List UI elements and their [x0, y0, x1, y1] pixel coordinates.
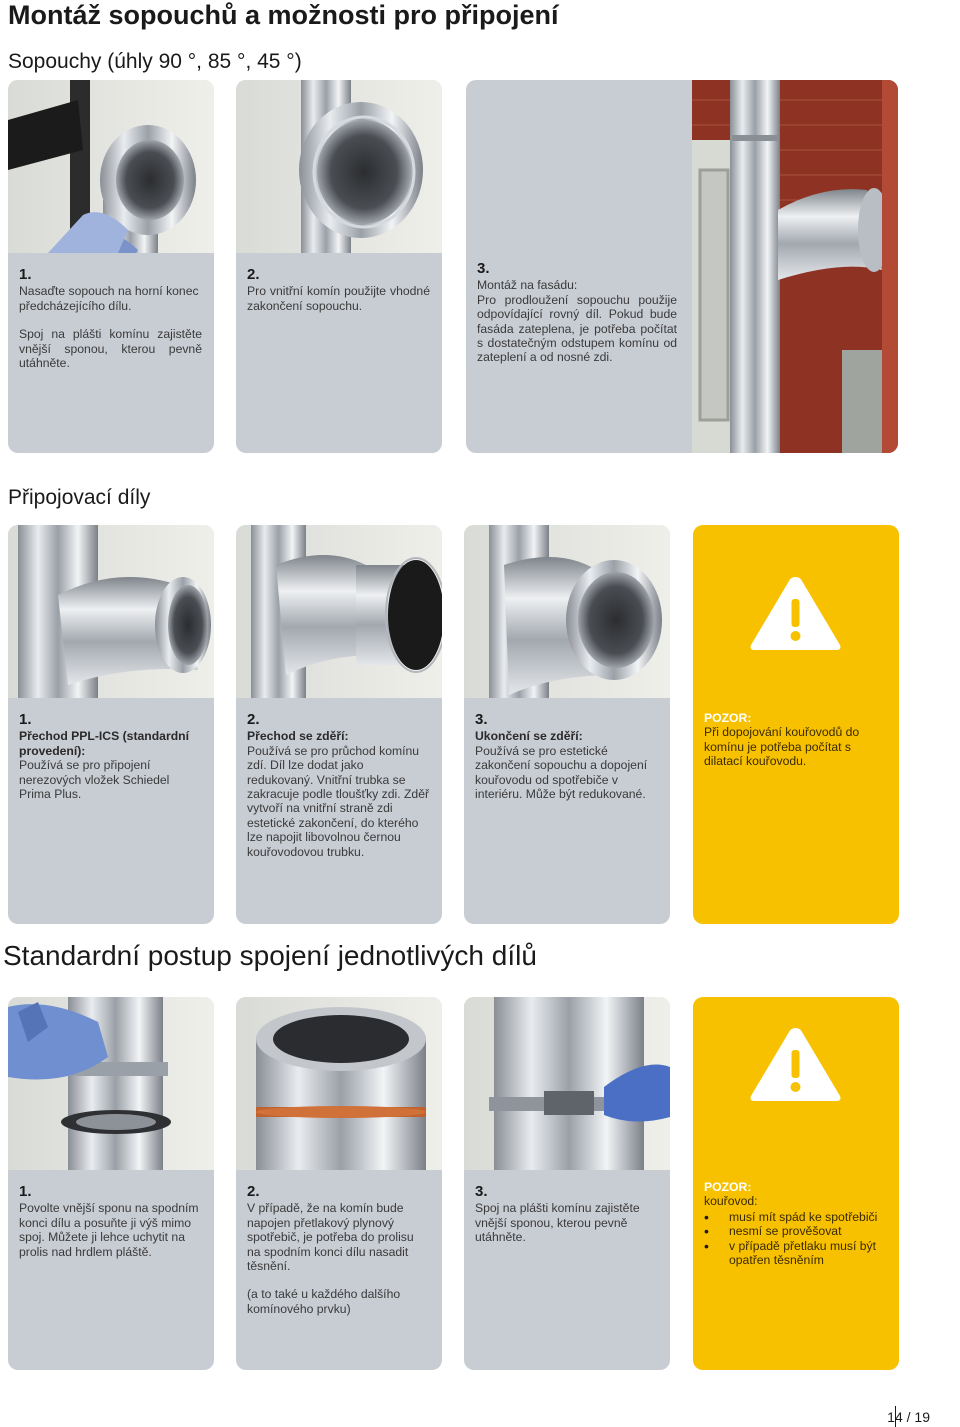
sopouch-photo-1: [8, 80, 214, 253]
sopouch-step-text-3: [477, 262, 677, 365]
pripojovaci-text-1: [19, 713, 202, 801]
step-number: 2.: [247, 266, 260, 283]
pripojovaci-photo-2: [236, 525, 442, 698]
sopouch-step-card-2: [236, 80, 442, 453]
section-heading-standardni-postup: Standardní postup spojení jednotlivých dílů: [3, 940, 537, 971]
sopouch-step-card-3: [466, 80, 898, 453]
step-paragraph: Spoj na plášti komínu zajistěte vnější sponou, kterou pevně utáhněte.: [19, 327, 202, 371]
step-number: 2.: [247, 1183, 260, 1200]
step-paragraph: Povolte vnější sponu na spodním konci dílu a posuňte ji výš mimo spoj. Můžete ji lehce uchytit na prolis nad hrdlem pláště.: [19, 1201, 199, 1259]
step-paragraph: Spoj na plášti komínu zajistěte vnější sponou, kterou pevně utáhněte.: [475, 1201, 640, 1245]
postup-card-2: [236, 997, 442, 1370]
part-title: Přechod se zděří:: [247, 729, 349, 744]
pripojovaci-photo-3: [464, 525, 670, 698]
postup-card-1: [8, 997, 214, 1370]
warning-list-item: • musí mít spád ke spotřebiči: [704, 1210, 887, 1224]
part-body: Používá se pro estetické zakončení sopouchu a dopojení kouřovodu od spotřebiče v interiéru. Může být redukované.: [475, 743, 648, 802]
postup-warning-card: [693, 997, 899, 1370]
part-body: Používá se pro připojení nerezových vložek Schiedel Prima Plus.: [19, 758, 170, 802]
warning-triangle-icon: [748, 1024, 843, 1104]
pripojovaci-card-2: [236, 525, 442, 924]
step-number: 1.: [19, 266, 32, 283]
postup-photo-1: [8, 997, 214, 1170]
postup-warning-text: [704, 1180, 887, 1267]
step-number: 1.: [19, 711, 32, 728]
sopouch-photo-2: [236, 80, 442, 253]
section-heading-sopouchy: Sopouchy (úhly 90 °, 85 °, 45 °): [8, 50, 302, 73]
part-body: Používá se pro průchod komínu zdí. Díl lze dodat jako redukovaný. Vnitřní trubka se zakracuje podle tloušťky zdi. Zděř vytvoří na vnitřní straně zdi estetické zakončení, do kterého lze napojit libovolnou černou kouřovodovou trubku.: [247, 743, 430, 859]
sopouch-step-card-1: [8, 80, 214, 453]
sopouch-facade-photo: [692, 80, 898, 453]
warning-body: Při dopojování kouřovodů do komínu je potřeba počítat s dilatací kouřovodu.: [704, 725, 860, 769]
step-paragraph: Montáž na fasádu:: [477, 278, 578, 293]
page-number: 14 / 19: [887, 1409, 930, 1425]
part-title: Přechod PPL-ICS (standardní provedení):: [19, 729, 189, 758]
postup-photo-2: [236, 997, 442, 1170]
step-number: 3.: [475, 1183, 488, 1200]
page-title: Montáž sopouchů a možnosti pro připojení: [8, 0, 559, 30]
pozor-label: POZOR:: [704, 1180, 752, 1194]
step-paragraph: V případě, že na komín bude napojen přetlakový plynový spotřebič, je potřeba do prolisu na spodním konci dílu nasadit těsnění.: [247, 1201, 414, 1274]
pripojovaci-warning-text: [704, 711, 887, 769]
postup-photo-3: [464, 997, 670, 1170]
step-number: 1.: [19, 1183, 32, 1200]
warning-list-item: • v případě přetlaku musí být opatřen těsněním: [704, 1239, 887, 1268]
warning-list: [704, 1210, 887, 1268]
warning-triangle-icon: [748, 573, 843, 653]
pripojovaci-card-1: [8, 525, 214, 924]
pripojovaci-text-2: [247, 713, 430, 859]
sopouch-step-text-2: [247, 268, 430, 313]
warning-list-item: • nesmí se prověšovat: [704, 1224, 887, 1238]
pripojovaci-photo-1: [8, 525, 214, 698]
warning-intro: kouřovod:: [704, 1194, 758, 1209]
step-number: 3.: [475, 711, 488, 728]
step-paragraph: Pro vnitřní komín použijte vhodné zakončení sopouchu.: [247, 284, 430, 313]
pripojovaci-text-3: [475, 713, 658, 801]
sopouch-step-text-1: [19, 268, 202, 370]
pripojovaci-warning-card: [693, 525, 899, 924]
postup-card-3: [464, 997, 670, 1370]
postup-text-3: [475, 1185, 658, 1245]
step-paragraph: Pro prodloužení sopouchu použije odpovídající rovný díl. Pokud bude fasáda zateplena, je potřeba počítat s dostatečným odstupem komínu od zateplení a od nosné zdi.: [477, 292, 677, 365]
step-number: 2.: [247, 711, 260, 728]
pripojovaci-card-3: [464, 525, 670, 924]
postup-text-1: [19, 1185, 202, 1259]
section-heading-pripojovaci: Připojovací díly: [8, 486, 151, 509]
step-paragraph: Nasaďte sopouch na horní konec předcházejícího dílu.: [19, 284, 199, 313]
postup-text-2: [247, 1185, 430, 1316]
part-title: Ukončení se zděří:: [475, 729, 583, 744]
pozor-label: POZOR:: [704, 711, 752, 725]
step-number: 3.: [477, 260, 490, 277]
step-paragraph: (a to také u každého dalšího komínového prvku): [247, 1287, 401, 1316]
